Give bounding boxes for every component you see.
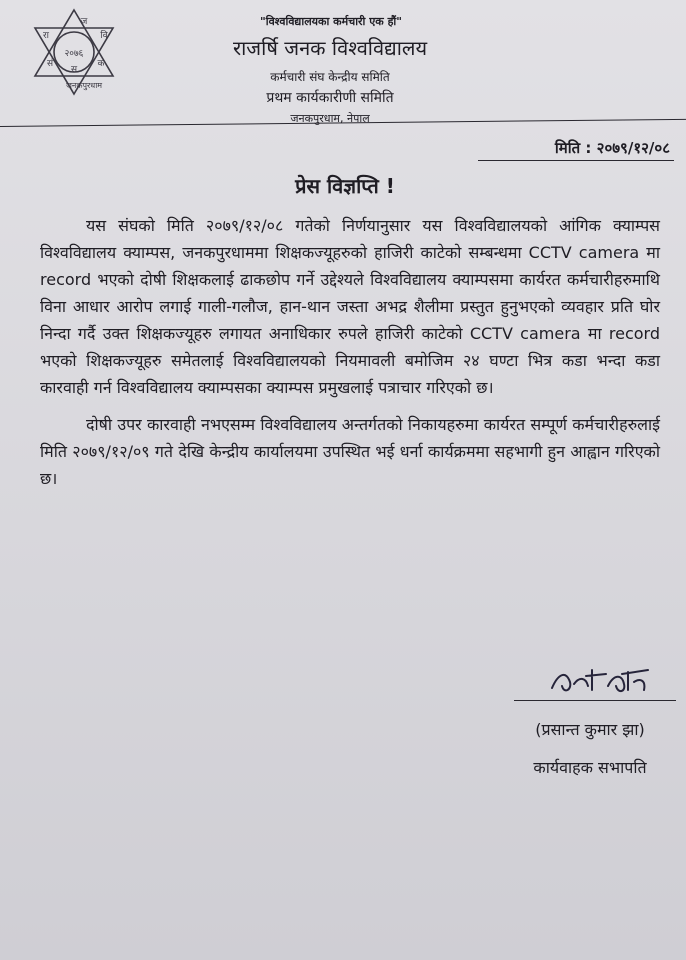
seal-letter-3: क bbox=[97, 59, 105, 69]
address: जनकपुरधाम, नेपाल bbox=[290, 112, 370, 125]
committee-name: कर्मचारी संघ केन्द्रीय समिति bbox=[270, 70, 390, 84]
date-underline bbox=[478, 160, 674, 161]
handwritten-signature bbox=[548, 660, 658, 700]
university-name: राजर्षि जनक विश्वविद्यालय bbox=[232, 36, 428, 60]
slogan: "विश्वविद्यालयका कर्मचारी एक हौं" bbox=[259, 15, 402, 28]
seal-ring-text: जनकपुरधाम bbox=[65, 81, 103, 90]
document-heading: प्रेस विज्ञप्ति ! bbox=[295, 174, 395, 198]
executive-committee: प्रथम कार्यकारीणी समिति bbox=[266, 90, 394, 106]
union-seal-logo bbox=[26, 6, 122, 98]
paragraph-2: दोषी उपर कारवाही नभएसम्म विश्वविद्यालय अन्तर्गतको निकायहरुमा कार्यरत सम्पूर्ण कर्मचारीहरुलाई मिति २०७९/१२/०९ गते देखि केन्द्रीय कार्यालयमा उपस्थित भई धर्ना कार्यक्रममा सहभागी हुन आह्वान गरिएको छ। bbox=[40, 415, 660, 488]
seal-letter-4: स bbox=[70, 65, 78, 75]
signature-icon bbox=[548, 660, 658, 700]
seal-star-icon bbox=[26, 6, 122, 98]
seal-year: २०७६ bbox=[64, 49, 84, 59]
seal-letter-1: ज bbox=[80, 17, 88, 27]
paragraph-1: यस संघको मिति २०७९/१२/०८ गतेको निर्णयानुसार यस विश्वविद्यालयको आंगिक क्याम्पस विश्वविद्यालय क्याम्पस, जनकपुरधाममा शिक्षकज्यूहरुको हाजिरी काटेको सम्बन्धमा CCTV camera मा record भएको दोषी शिक्षकलाई ढाकछोप गर्ने उद्देश्यले विश्वविद्यालय क्याम्पसमा कार्यरत कर्मचारीहरुमाथि विना आधार आरोप लगाई गाली-गलौज, हान-थान जस्ता अभद्र शैलीमा प्रस्तुत हुनुभएको व्यवहार प्रति घोर निन्दा गर्दै उक्त शिक्षकज्यूहरु लगायत अनाधिकार रुपले हाजिरी काटेको CCTV camera मा record भएको शिक्षकज्यूहरु समेतलाई विश्वविद्यालयको नियमावली बमोजिम २४ घण्टा भित्र कडा भन्दा कडा कारवाही गर्न विश्वविद्यालय क्याम्पसका क्याम्पस प्रमुखलाई पत्राचार गरिएको छ। bbox=[40, 216, 660, 397]
date-line: मिति : २०७९/१२/०८ bbox=[554, 139, 670, 157]
document-body bbox=[40, 212, 660, 492]
signer-title: कार्यवाहक सभापति bbox=[533, 758, 647, 777]
seal-letter-0: रा bbox=[42, 31, 50, 41]
seal-letter-2: वि bbox=[100, 31, 108, 41]
seal-letter-5: सं bbox=[46, 59, 54, 69]
signer-name: (प्रसान्त कुमार झा) bbox=[535, 720, 645, 739]
signature-line bbox=[514, 700, 676, 701]
